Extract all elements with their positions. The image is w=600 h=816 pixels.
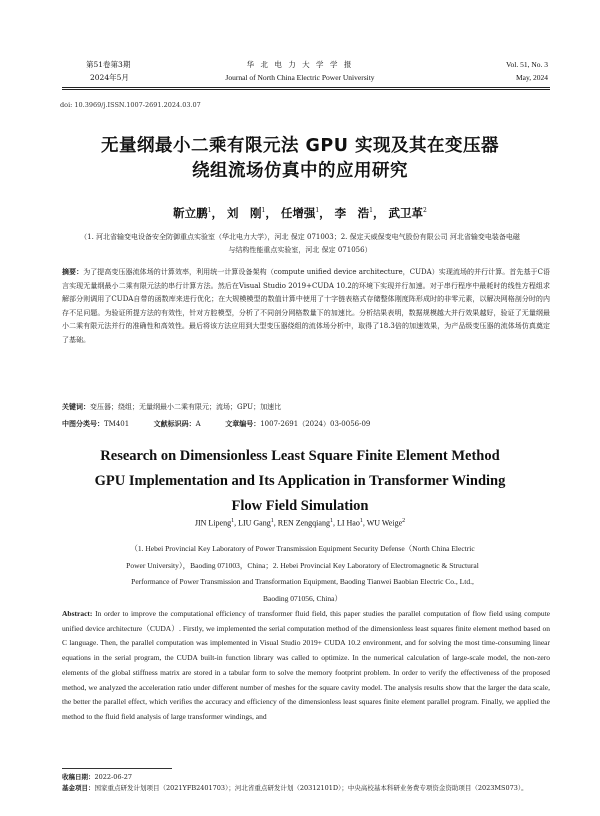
author-affil-marker: 1 <box>231 518 235 524</box>
fund-label: 基金项目： <box>62 784 95 792</box>
paper-title-en-line-2: GPU Implementation and Its Application in Transformer Winding <box>94 473 506 489</box>
author-en: JIN Lipeng <box>194 518 232 528</box>
author-en: LI Hao <box>336 518 360 528</box>
author-cn: 任增强 <box>280 206 316 220</box>
author-en: WU Weige <box>366 518 403 528</box>
author-cn: 刘 刚 <box>226 206 262 220</box>
fund-text: 国家重点研发计划项目（2021YFB2401703）；河北省重点研发计划（20312101D）；中央高校基本科研业务费专项资金资助项目（2023MS073）。 <box>94 784 528 792</box>
article-no-value: 1007-2691（2024）03-0056-09 <box>260 420 371 428</box>
paper-title-en-line-3: Flow Field Simulation <box>231 498 369 514</box>
fund-project <box>62 783 550 794</box>
keywords-cn <box>62 401 550 415</box>
received-date <box>62 772 550 783</box>
author-list-cn: 靳立鹏$^1$， 刘 刚$^1$， 任增强$^1$， 李 浩$^1$， 武卫革$^2$ <box>173 206 427 220</box>
abstract-en-label: Abstract: <box>62 609 93 618</box>
date-cn: 2024年5月 <box>90 73 129 82</box>
author-cn: 武卫革 <box>388 206 424 220</box>
clc-value: TM401 <box>104 420 130 428</box>
doc-code-value: A <box>195 420 201 428</box>
clc-label: 中图分类号： <box>62 420 104 428</box>
keywords-cn-text: 变压器；绕组；无量纲最小二乘有限元；流场；GPU；加速比 <box>90 403 282 411</box>
author-en: REN Zengqiang <box>277 518 330 528</box>
author-affil-marker: 1 <box>315 207 320 215</box>
author-affil-marker: 2 <box>402 518 406 524</box>
author-affil-marker: 1 <box>369 207 373 215</box>
affiliation-en-line: Power University），Baoding 071003，China；2. Hebei Provincial Key Laboratory of Electromagnetic & Structural <box>126 560 479 570</box>
journal-title-cn: 华 北 电 力 大 学 学 报 <box>246 60 354 69</box>
footnote-rule <box>62 768 172 769</box>
abstract-cn-text: 为了提高变压器流体场的计算效率，利用统一计算设备架构（compute unified device architecture，CUDA）实现流场的并行计算。首先基于C语言实现无量纲最小二乘有限元法的串行计算方法。然后在Visual Studio 2019+CUDA 10.2的环境下实现并行加速。对于串行程序中最耗时的线性方程组求解部分则调用了CUDA自带的函数库来进行优化；在大规模模型的数值计算中使用了十字链表格式存储整体刚度阵形成时的非零元素，以解决网格剖分时的内存不足问题。为验证所提方法的有效性，针对方腔模型，分析了不同剖分网格数量下的加速比。分析结果表明，数据规模越大并行效果越好，验证了无量纲最小二乘有限元法并行的准确性和高效性。最后将该方法应用到大型变压器绕组的流体场分析中，取得了18.3倍的加速效果，为产品级变压器的流体场仿真奠定了基础。 <box>62 268 550 344</box>
affiliation-en <box>75 541 530 607</box>
classification-line <box>62 418 550 432</box>
affiliation-en-line: （1. Hebei Provincial Key Laboratory of Power Transmission Equipment Security Defense（North China Electric <box>130 544 475 553</box>
abstract-cn <box>62 266 550 347</box>
issue-number-cn: 第51卷第3期 <box>86 60 131 69</box>
doi: doi: 10.3969/j.ISSN.1007-2691.2024.03.07 <box>60 101 201 109</box>
abstract-en <box>62 607 550 725</box>
date-en: May, 2024 <box>515 73 548 82</box>
header-rule-top <box>62 87 550 88</box>
paper-title-cn-line-2: 绕组流场仿真中的应用研究 <box>192 161 408 181</box>
author-affil-marker: 1 <box>329 518 333 524</box>
author-cn: 靳立鹏 <box>173 206 208 220</box>
volume-en: Vol. 51, No. 3 <box>506 60 548 69</box>
author-list-en: JIN Lipeng$^1$, LIU Gang$^1$, REN Zengqiang$^1$, LI Hao$^1$, WU Weige$^2$ <box>194 518 406 528</box>
author-affil-marker: 2 <box>423 207 427 215</box>
author-affil-marker: 1 <box>270 518 274 524</box>
received-value: 2022-06-27 <box>94 773 132 781</box>
received-label: 收稿日期： <box>62 773 95 781</box>
abstract-cn-label: 摘要： <box>62 268 84 276</box>
author-en: LIU Gang <box>238 518 271 528</box>
abstract-en-text: In order to improve the computational efficiency of transformer fluid field, this paper studies the parallel computation of flow field using compute unified device architecture（CUDA）. Firstly, we implemented the serial computation method of the dimensionless least squares finite element method based on C language. Then, the parallel computation was implemented in Visual Studio 2019+ CUDA 10.2 environment, and for solving the most time-consuming linear equations in the serial program, the CUDA built-in function library was called to optimize. In the numerical calculation of large-scale model, the non-zero elements of the global stiffness matrix are stored in a tabular form to solve the memory footprint problem. In order to verify the effectiveness of the proposed method, we analyzed the acceleration ratio under different number of meshes for the square cavity model. The analysis results show that the larger the data scale, the better the parallel effect, which verifies the accuracy and efficiency of the dimensionless least squares finite element parallel program. Finally, we applied the method to the fluid field analysis of large transformer windings, and <box>62 609 551 721</box>
doc-code-label: 文献标识码： <box>153 420 196 428</box>
affiliation-cn: （1. 河北省输变电设备安全防御重点实验室（华北电力大学），河北 保定 071003；2. 保定天威保变电气股份有限公司 河北省输变电装备电磁与结构性能重点实验室，河北 保定 071056） <box>80 233 520 254</box>
paper-title-cn-line-1: 无量纲最小二乘有限元法 GPU 实现及其在变压器 <box>100 136 500 156</box>
paper-title-en-line-1: Research on Dimensionless Least Square Finite Element Method <box>100 448 500 464</box>
header-rule-bottom <box>62 89 550 90</box>
author-affil-marker: 1 <box>261 207 266 215</box>
journal-title-en: Journal of North China Electric Power University <box>225 73 375 82</box>
author-affil-marker: 1 <box>359 518 363 524</box>
affiliation-en-line: Performance of Power Transmission and Transformation Equipment, Baoding Tianwei Baobian Electric Co., Ltd., <box>131 577 474 586</box>
author-cn: 李 浩 <box>334 206 370 220</box>
author-affil-marker: 1 <box>207 207 212 215</box>
keywords-cn-label: 关键词： <box>62 403 90 411</box>
affiliation-en-line: Baoding 071056, China） <box>263 593 342 603</box>
article-no-label: 文章编号： <box>225 420 261 428</box>
